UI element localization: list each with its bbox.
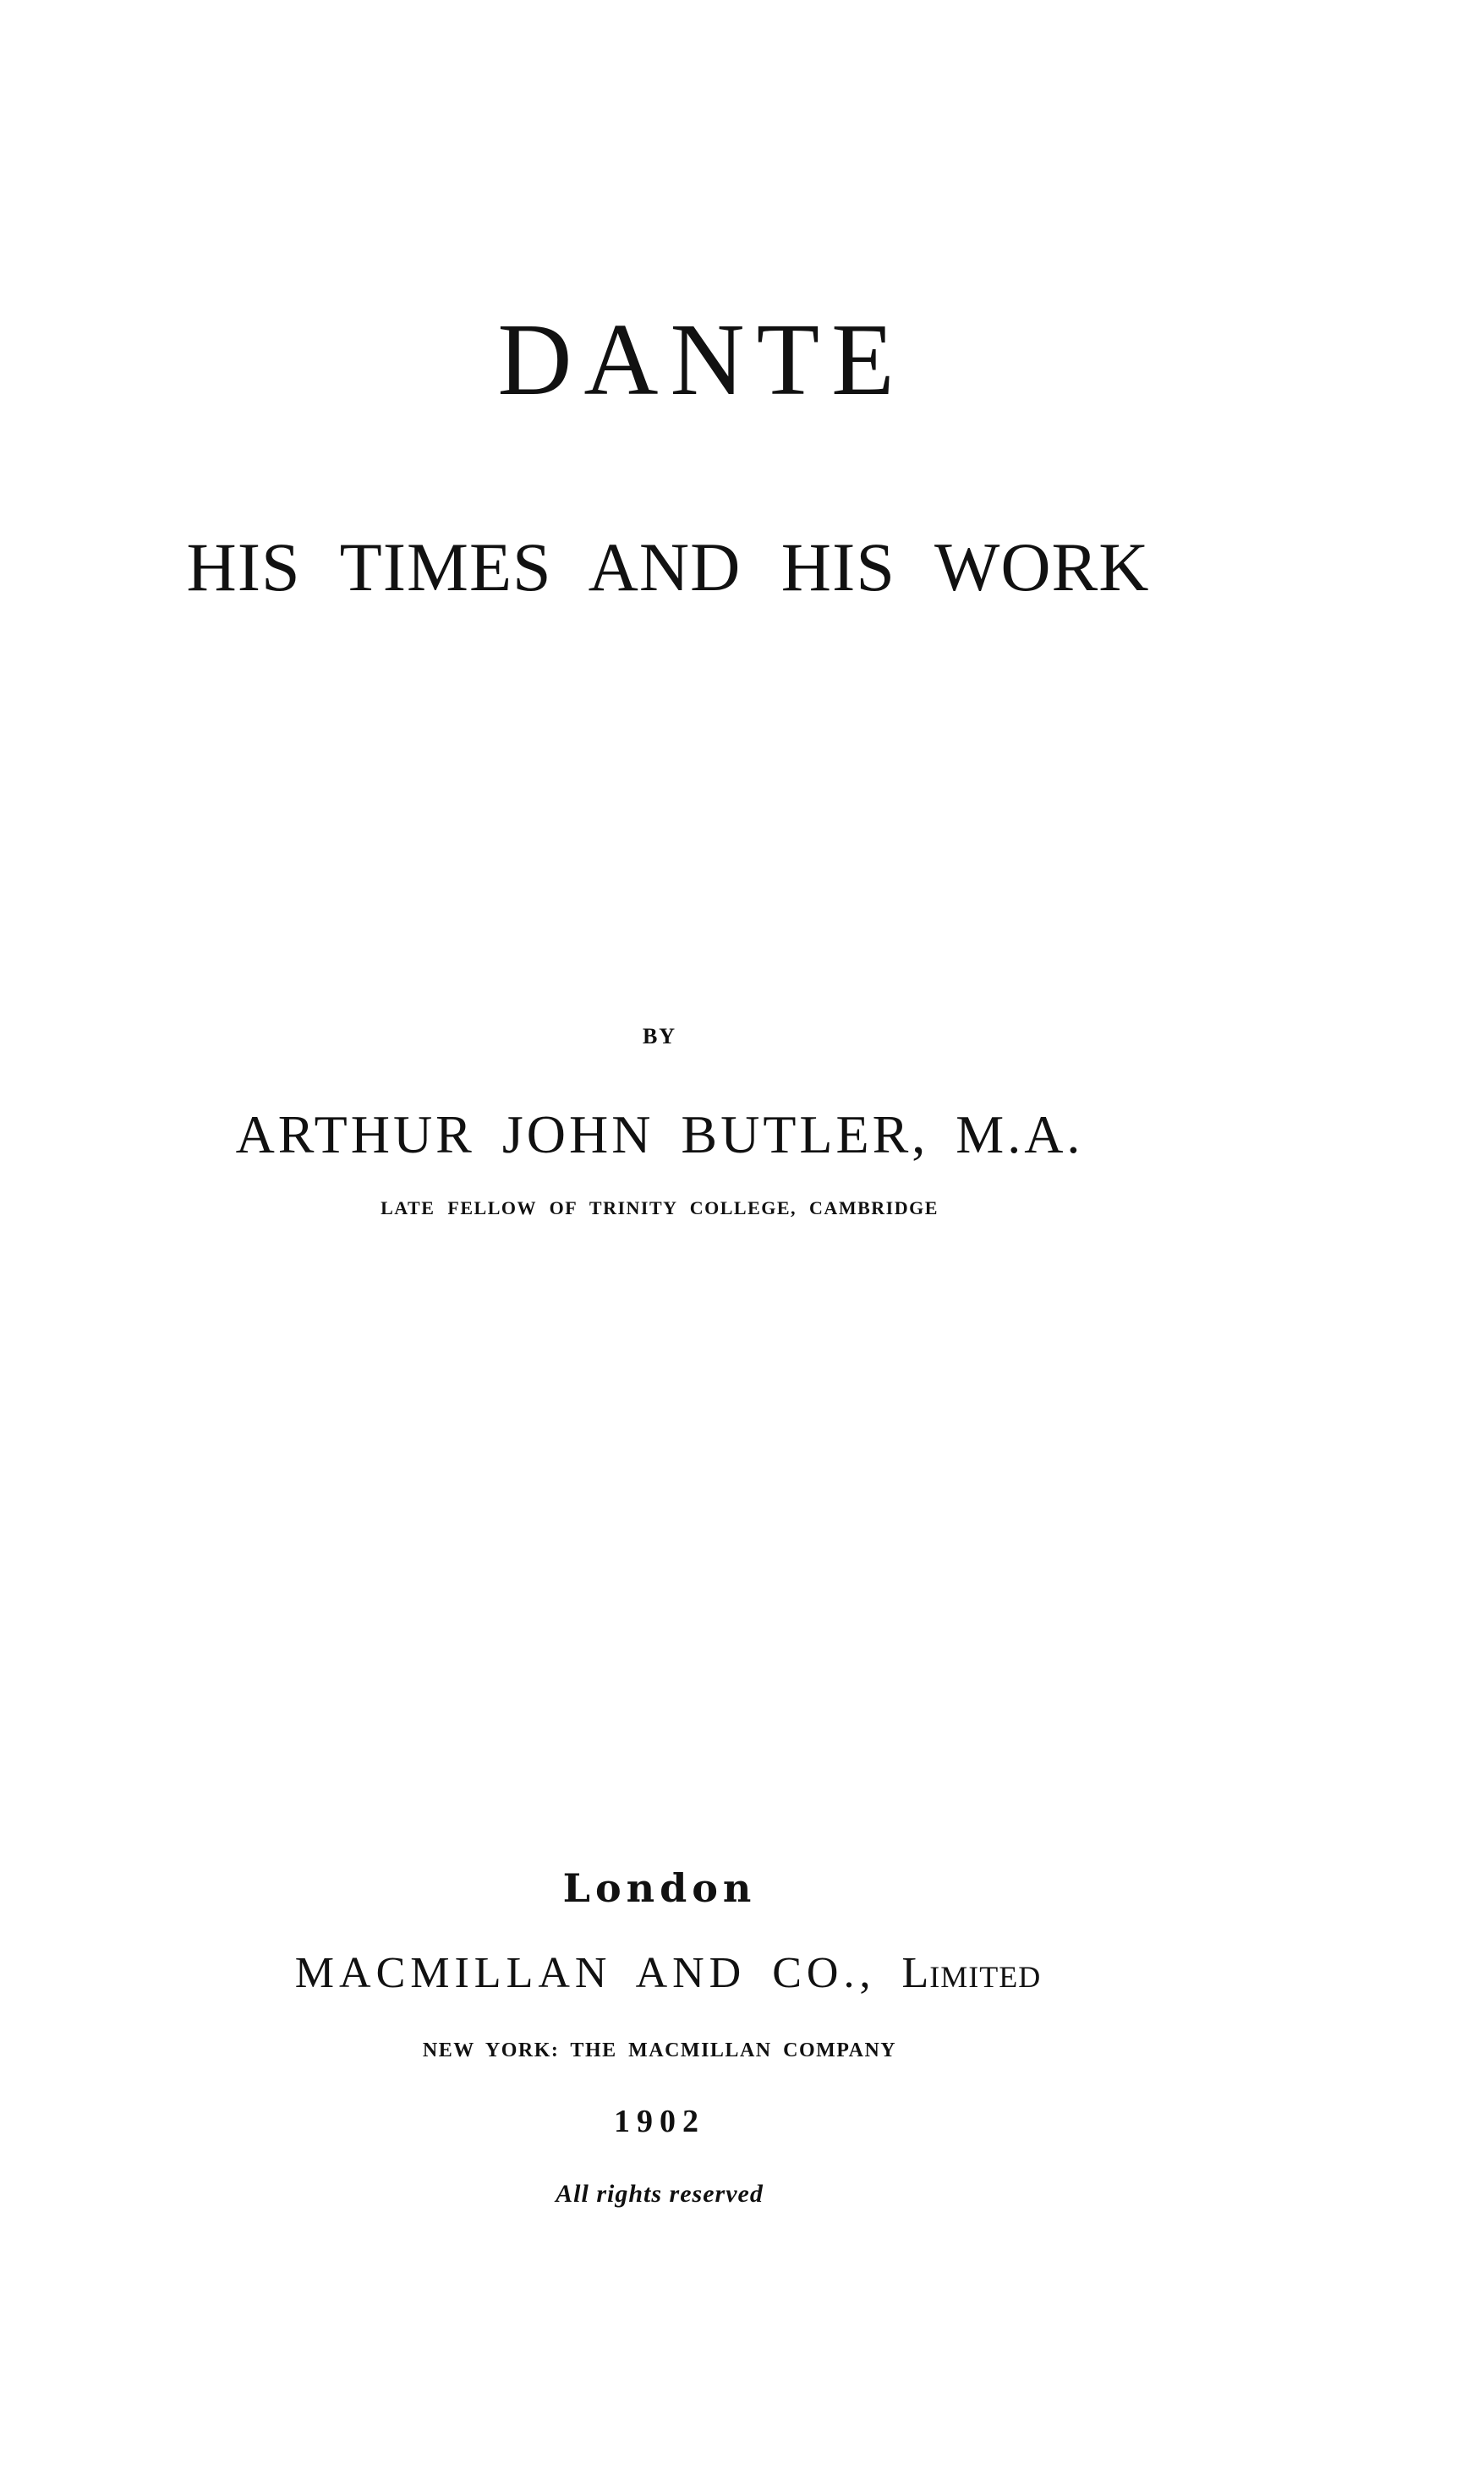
author-affiliation: LATE FELLOW OF TRINITY COLLEGE, CAMBRIDGE <box>381 1197 939 1218</box>
new-york-publisher-line: NEW YORK: THE MACMILLAN COMPANY <box>422 2039 897 2061</box>
by-line: BY <box>642 1024 677 1048</box>
author-name: ARTHUR JOHN BUTLER, M.A. <box>235 1104 1084 1164</box>
book-title: DANTE <box>497 303 906 417</box>
publisher-name: MACMILLAN AND CO., <box>294 1949 876 1997</box>
publisher-suffix: Limited <box>901 1949 1042 1997</box>
publication-city: London <box>562 1865 757 1911</box>
book-subtitle: HIS TIMES AND HIS WORK <box>186 528 1150 605</box>
rights-notice: All rights reserved <box>556 2180 764 2208</box>
publisher <box>254 1949 1082 1997</box>
publication-year: 1902 <box>614 2104 705 2139</box>
